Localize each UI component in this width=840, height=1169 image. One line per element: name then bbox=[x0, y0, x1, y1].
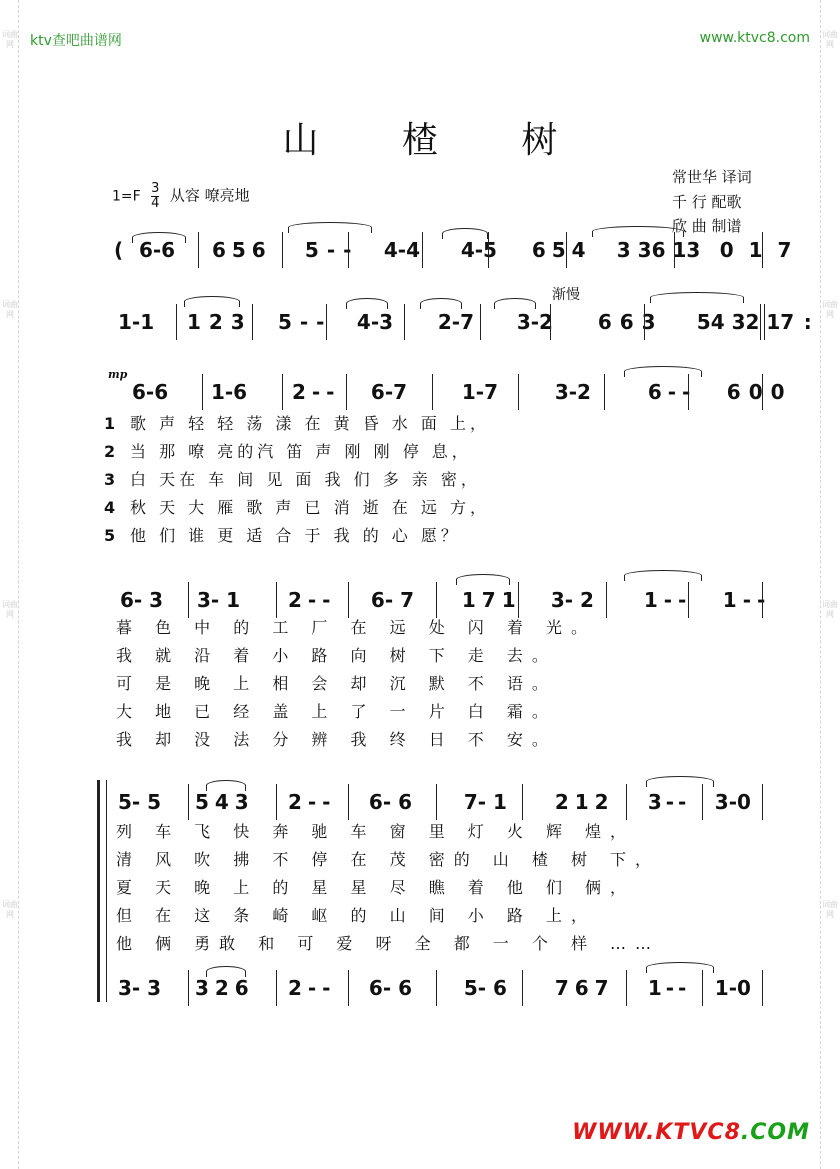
lyric-text: 歌 声 轻 轻 荡 漾 在 黄 昏 水 面 上， bbox=[130, 414, 490, 433]
lyric-line: 我 却 没 法 分 辨 我 终 日 不 安。 bbox=[116, 730, 557, 749]
measure: 3- 2 bbox=[550, 588, 594, 612]
slur bbox=[206, 780, 246, 791]
bar-line bbox=[346, 374, 347, 410]
bar-line bbox=[518, 374, 519, 410]
bar-line bbox=[764, 304, 765, 340]
expression-mark: 从容 嘹亮地 bbox=[169, 186, 250, 205]
slur bbox=[494, 298, 536, 309]
measure: 3-2 bbox=[516, 310, 553, 334]
bar-line bbox=[282, 232, 283, 268]
repeat-brace bbox=[97, 780, 107, 1002]
slur bbox=[206, 966, 246, 977]
measure: 5-- bbox=[277, 310, 333, 334]
measure: 656 bbox=[211, 238, 272, 262]
lyric-line: 清 风 吹 拂 不 停 在 茂 密的 山 楂 树 下， bbox=[116, 850, 661, 869]
verse-number: 2 bbox=[104, 442, 120, 461]
measure: 6-7 bbox=[370, 380, 408, 404]
measure: 54 32 17 bbox=[696, 310, 795, 334]
measure: 4-3 bbox=[356, 310, 394, 334]
measure: 123 bbox=[186, 310, 253, 334]
notation-credit: 欣 曲 制谱 bbox=[672, 217, 742, 235]
bar-line bbox=[348, 232, 349, 268]
lyric-line: 可 是 晚 上 相 会 却 沉 默 不 语。 bbox=[116, 674, 557, 693]
measure: 6-- bbox=[647, 380, 697, 404]
measure: 171 bbox=[461, 588, 522, 612]
measure: 1-6 bbox=[210, 380, 248, 404]
logo-tld: .COM bbox=[740, 1120, 810, 1145]
measure: 3-- bbox=[647, 790, 691, 814]
bar-line bbox=[566, 232, 567, 268]
bar-line bbox=[480, 304, 481, 340]
key-label: 1=F bbox=[112, 188, 141, 205]
tempo-change-mark: 渐慢 bbox=[552, 287, 580, 303]
measure: 7- 1 bbox=[463, 790, 507, 814]
footer-site-logo[interactable] bbox=[572, 1120, 810, 1145]
song-title: 山 楂 树 bbox=[282, 120, 594, 161]
lyric-line: 我 就 沿 着 小 路 向 树 下 走 去。 bbox=[116, 646, 557, 665]
measure: 1-- bbox=[647, 976, 691, 1000]
slur bbox=[420, 298, 462, 309]
side-watermark: 词曲网 bbox=[2, 300, 18, 319]
lyric-line: 列 车 飞 快 奔 驰 车 窗 里 灯 火 辉 煌， bbox=[116, 822, 636, 841]
slur bbox=[184, 296, 240, 307]
measure: 600 bbox=[726, 380, 793, 404]
bar-line bbox=[688, 374, 689, 410]
verse-melody-line-2 bbox=[120, 580, 793, 620]
tie bbox=[624, 366, 702, 377]
measure: 1-- bbox=[643, 588, 693, 612]
site-name-left[interactable]: ktv查吧曲谱网 bbox=[30, 33, 122, 49]
slur bbox=[132, 232, 186, 243]
bar-line bbox=[702, 970, 703, 1006]
verse-number: 4 bbox=[104, 498, 120, 517]
side-watermark: 词曲网 bbox=[2, 30, 18, 49]
lyric-line bbox=[104, 526, 461, 546]
lyric-line bbox=[104, 414, 490, 434]
side-watermark: 词曲网 bbox=[2, 600, 18, 619]
intro-line-2 bbox=[118, 302, 814, 342]
bar-line bbox=[760, 304, 761, 340]
measure: 5-- bbox=[304, 238, 360, 262]
site-url-right[interactable]: www.ktvc8.com bbox=[699, 30, 810, 46]
verse-melody-line-1 bbox=[132, 372, 803, 412]
lyric-line bbox=[104, 470, 481, 490]
side-watermark: 词曲网 bbox=[822, 300, 838, 319]
bar-line bbox=[644, 304, 645, 340]
measure: 6- 3 bbox=[120, 588, 164, 612]
slur bbox=[650, 292, 744, 303]
bar-line bbox=[188, 582, 189, 618]
tie bbox=[624, 570, 702, 581]
bar-line bbox=[422, 232, 423, 268]
measure: 1-0 bbox=[714, 976, 751, 1000]
bar-line bbox=[276, 784, 277, 820]
bar-line bbox=[202, 374, 203, 410]
lyricist-credit: 常世华 译词 bbox=[672, 168, 752, 186]
lyric-line: 暮 色 中 的 工 厂 在 远 处 闪 着 光。 bbox=[116, 618, 596, 637]
side-watermark: 词曲网 bbox=[822, 30, 838, 49]
verse-number: 5 bbox=[104, 526, 120, 545]
measure: 3- 3 bbox=[118, 976, 162, 1000]
tie bbox=[646, 962, 714, 973]
slur bbox=[288, 222, 372, 233]
bar-line bbox=[176, 304, 177, 340]
measure: 2-- bbox=[287, 588, 337, 612]
bar-line bbox=[188, 784, 189, 820]
measure: 3-2 bbox=[554, 380, 591, 404]
open-paren: ( bbox=[114, 238, 124, 262]
measure: 3-0 bbox=[714, 790, 751, 814]
slur bbox=[442, 228, 488, 239]
measure: 5- 5 bbox=[118, 790, 162, 814]
measure: 767 bbox=[554, 976, 615, 1000]
measure: 326 bbox=[194, 976, 255, 1000]
measure: 654 bbox=[531, 238, 592, 262]
measure: 3- 1 bbox=[196, 588, 241, 612]
bar-line bbox=[762, 374, 763, 410]
measure: 3 36 13 bbox=[616, 238, 701, 262]
bar-line bbox=[348, 582, 349, 618]
bar-line bbox=[606, 582, 607, 618]
dynamic-mark: mp bbox=[108, 368, 128, 381]
lyric-text: 他 们 谁 更 适 合 于 我 的 心 愿？ bbox=[130, 526, 461, 545]
lyric-line: 但 在 这 条 崎 岖 的 山 间 小 路 上， bbox=[116, 906, 596, 925]
bar-line bbox=[276, 582, 277, 618]
lyric-line: 夏 天 晚 上 的 星 星 尽 瞧 着 他 们 俩， bbox=[116, 878, 636, 897]
measure: 0 1 7 bbox=[719, 238, 796, 262]
slur bbox=[592, 226, 684, 237]
arranger-credit: 千 行 配歌 bbox=[672, 193, 742, 211]
lyric-text: 秋 天 大 雁 歌 声 已 消 逝 在 远 方， bbox=[130, 498, 490, 517]
tie bbox=[646, 776, 714, 787]
bar-line bbox=[550, 304, 551, 340]
bar-line bbox=[688, 582, 689, 618]
bar-line bbox=[604, 374, 605, 410]
bar-line bbox=[762, 582, 763, 618]
verse-number: 3 bbox=[104, 470, 120, 489]
slur bbox=[456, 574, 510, 585]
measure: 543 bbox=[194, 790, 255, 814]
measure: 2-- bbox=[287, 790, 337, 814]
bar-line bbox=[674, 232, 675, 268]
time-signature bbox=[151, 182, 159, 211]
key-signature bbox=[112, 182, 250, 211]
bar-line bbox=[626, 784, 627, 820]
bar-line bbox=[188, 970, 189, 1006]
measure: 2-7 bbox=[437, 310, 475, 334]
bar-line bbox=[198, 232, 199, 268]
bar-line bbox=[488, 232, 489, 268]
bar-line bbox=[762, 970, 763, 1006]
bar-line bbox=[522, 970, 523, 1006]
bar-line bbox=[626, 970, 627, 1006]
bar-line bbox=[702, 784, 703, 820]
measure: 5- 6 bbox=[463, 976, 507, 1000]
bar-line bbox=[404, 304, 405, 340]
measure: 4-4 bbox=[383, 238, 421, 262]
slur bbox=[346, 298, 388, 309]
lyric-text: 当 那 嘹 亮的汽 笛 声 刚 刚 停 息， bbox=[130, 442, 472, 461]
time-numerator: 3 bbox=[151, 181, 160, 196]
bar-line bbox=[762, 784, 763, 820]
bar-line bbox=[436, 582, 437, 618]
measure: 1-- bbox=[722, 588, 772, 612]
measure: 2-- bbox=[291, 380, 341, 404]
logo-brand: KTVC8 bbox=[655, 1120, 741, 1145]
lyric-text: 白 天在 车 间 见 面 我 们 多 亲 密， bbox=[130, 470, 481, 489]
side-watermark: 词曲网 bbox=[822, 600, 838, 619]
measure: 6- 7 bbox=[370, 588, 415, 612]
measure: 6-6 bbox=[132, 380, 169, 404]
bar-line bbox=[518, 582, 519, 618]
bar-line bbox=[522, 784, 523, 820]
measure: 6- 6 bbox=[368, 976, 413, 1000]
lyric-line: 他 俩 勇敢 和 可 爱 呀 全 都 一 个 样 …… bbox=[116, 934, 661, 953]
measure: 1-1 bbox=[118, 310, 155, 334]
bar-line bbox=[326, 304, 327, 340]
right-guide-line bbox=[820, 0, 821, 1169]
time-denominator: 4 bbox=[151, 196, 160, 211]
bar-line bbox=[436, 970, 437, 1006]
side-watermark: 词曲网 bbox=[2, 900, 18, 919]
repeat-sign: : bbox=[803, 310, 812, 334]
verse-number: 1 bbox=[104, 414, 120, 433]
bar-line bbox=[348, 784, 349, 820]
measure: 6-6 bbox=[138, 238, 176, 262]
measure: 1-7 bbox=[461, 380, 499, 404]
logo-www: WWW. bbox=[572, 1120, 656, 1145]
measure: 212 bbox=[554, 790, 615, 814]
bar-line bbox=[252, 304, 253, 340]
measure: 6- 6 bbox=[368, 790, 413, 814]
measure: 4-5 bbox=[460, 238, 497, 262]
lyric-line: 大 地 已 经 盖 上 了 一 片 白 霜。 bbox=[116, 702, 557, 721]
bar-line bbox=[432, 374, 433, 410]
lyric-line bbox=[104, 498, 490, 518]
bar-line bbox=[276, 970, 277, 1006]
bar-line bbox=[436, 784, 437, 820]
side-watermark: 词曲网 bbox=[822, 900, 838, 919]
left-guide-line bbox=[18, 0, 19, 1169]
bar-line bbox=[762, 232, 763, 268]
bar-line bbox=[348, 970, 349, 1006]
measure: 663 bbox=[597, 310, 664, 334]
bar-line bbox=[282, 374, 283, 410]
lyric-line bbox=[104, 442, 472, 462]
measure: 2-- bbox=[287, 976, 337, 1000]
